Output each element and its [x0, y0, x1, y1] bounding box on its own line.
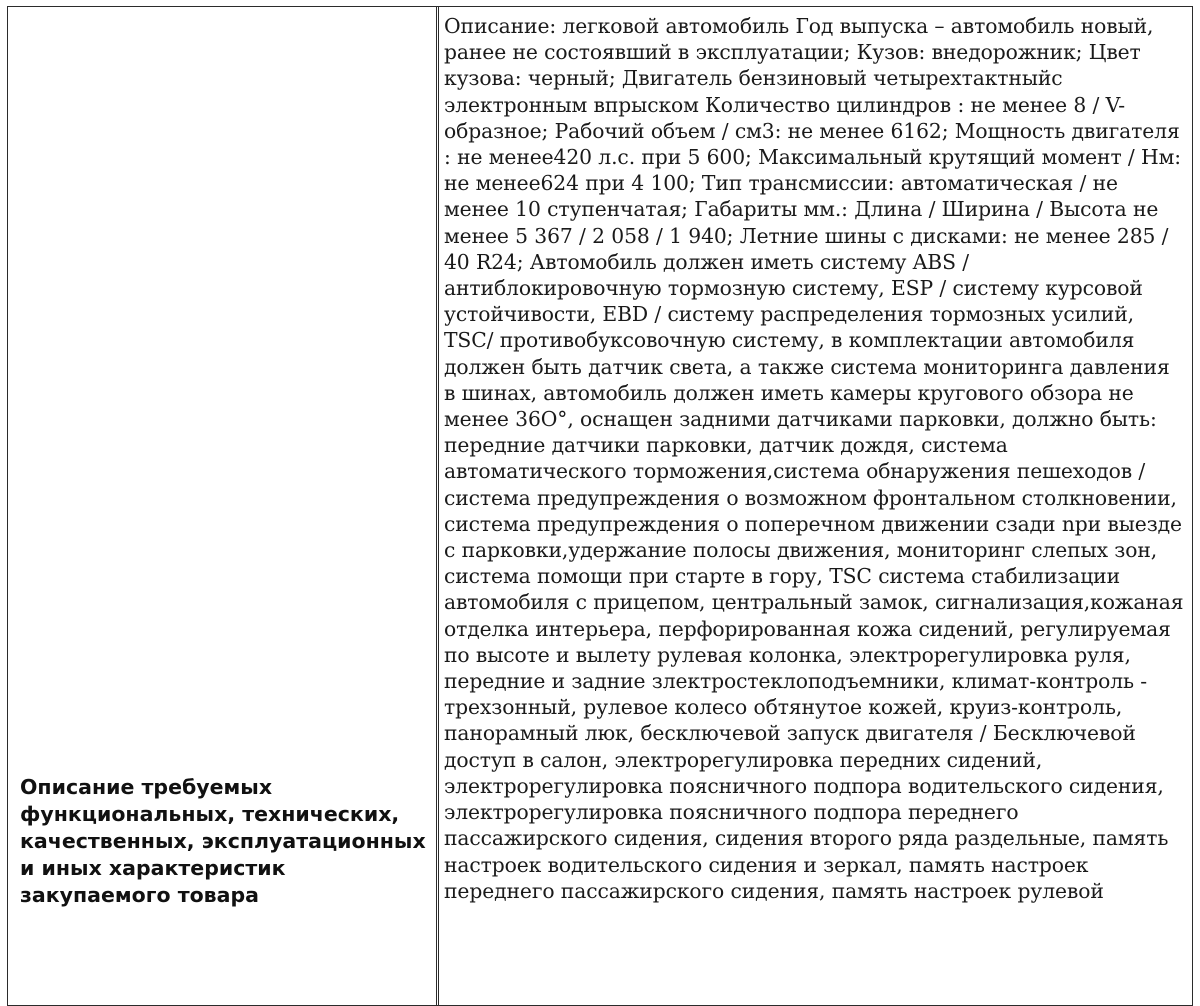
description-line: система предупреждения о поперечном движении сзади nри выезде [444, 511, 1182, 536]
description-line: электрорегулировка поясничного подпора переднего [444, 800, 1019, 825]
label-line: функциональных, технических, [20, 802, 400, 826]
description-line: система предупреждения о возможном фронтальном столкновении, [444, 485, 1177, 510]
label-line: качественных, эксплуатационных [20, 829, 426, 853]
description-line: 40 R24; Автомобиль должен иметь систему ABS / [444, 249, 969, 274]
description-line: в шинах, автомобиль должен иметь камеры кругового обзора не [444, 380, 1134, 405]
description-line: настроек водительского сидения и зеркал, память настроек [444, 852, 1089, 877]
label-cell [8, 7, 439, 1005]
description-line: система помощи при старте в гору, TSC система стабилизации [444, 564, 1120, 589]
description-line: устойчивости, EBD / систему распределения тормозных усилий, [444, 302, 1134, 327]
description-line: менее 10 ступенчатая; Габариты мм.: Длина / Ширина / Высота не [444, 197, 1159, 222]
description-line: доступ в салон, электрорегулировка передних сидений, [444, 747, 1043, 772]
description-line: с парковки,удержание полосы движения, мониторинг слепых зон, [444, 538, 1158, 563]
description-line: антиблокировочную тормозную систему, ESP / систему курсовой [444, 276, 1143, 301]
description-cell [444, 13, 1184, 904]
label-line: закупаемого товара [20, 883, 259, 907]
description-line: автоматического торможения,система обнаружения пешеходов / [444, 459, 1146, 484]
description-line: менее 5 367 / 2 058 / 1 940; Летние шины с дисками: не менее 285 / [444, 223, 1169, 248]
description-line: не менее624 при 4 100; Тип трансмиссии: автоматическая / не [444, 171, 1118, 196]
label-line: и иных характеристик [20, 856, 286, 880]
description-line: панорамный люк, бесключевой запуск двигателя / Бесключевой [444, 721, 1136, 746]
description-line: менее 36О°, оснащен задними датчиками парковки, должно быть: [444, 407, 1157, 432]
description-line: : не менее420 л.с. при 5 600; Максимальный крутящий момент / Нм: [444, 145, 1181, 170]
description-line: переднего пассажирского сидения, память настроек рулевой [444, 878, 1104, 903]
description-line: передние датчики парковки, датчик дождя, система [444, 433, 1008, 458]
description-line: Описание: легковой автомобиль Год выпуска – автомобиль новый, [444, 14, 1154, 38]
description-line: электрорегулировка поясничного подпора водительского сидения, [444, 773, 1164, 798]
description-line: передние и задние злектростеклоподъемники, климат-контроль - [444, 669, 1148, 694]
description-line: по высоте и вылету рулевая колонка, электрорегулировка руля, [444, 642, 1131, 667]
description-line: кузова: черный; Двигатель бензиновый четырехтактныйс [444, 66, 1063, 91]
description-line: трехзонный, рулевое колесо обтянутое кожей, круиз-контроль, [444, 695, 1123, 720]
description-line: электронным впрыском Количество цилиндров : не менее 8 / V- [444, 92, 1126, 117]
description-line: должен быть датчик света, а также система мониторинга давления [444, 354, 1170, 379]
description-line: образное; Рабочий объем / см3: не менее 6162; Мощность двигателя [444, 118, 1180, 143]
description-line: TSC/ противобуксовочную систему, в комплектации автомобиля [444, 328, 1135, 353]
description-line: автомобиля с прицепом, центральный замок, сигнализация,кожаная [444, 590, 1184, 615]
description-line: отделка интерьера, перфорированная кожа сидений, регулируемая [444, 616, 1171, 641]
description-line: пассажирского сидения, сидения второго ряда раздельные, память [444, 826, 1169, 851]
label-line: Описание требуемых [20, 775, 273, 799]
characteristics-label [20, 774, 430, 909]
description-line: ранее не состоявший в эксплуатации; Кузов: внедорожник; Цвет [444, 40, 1141, 65]
